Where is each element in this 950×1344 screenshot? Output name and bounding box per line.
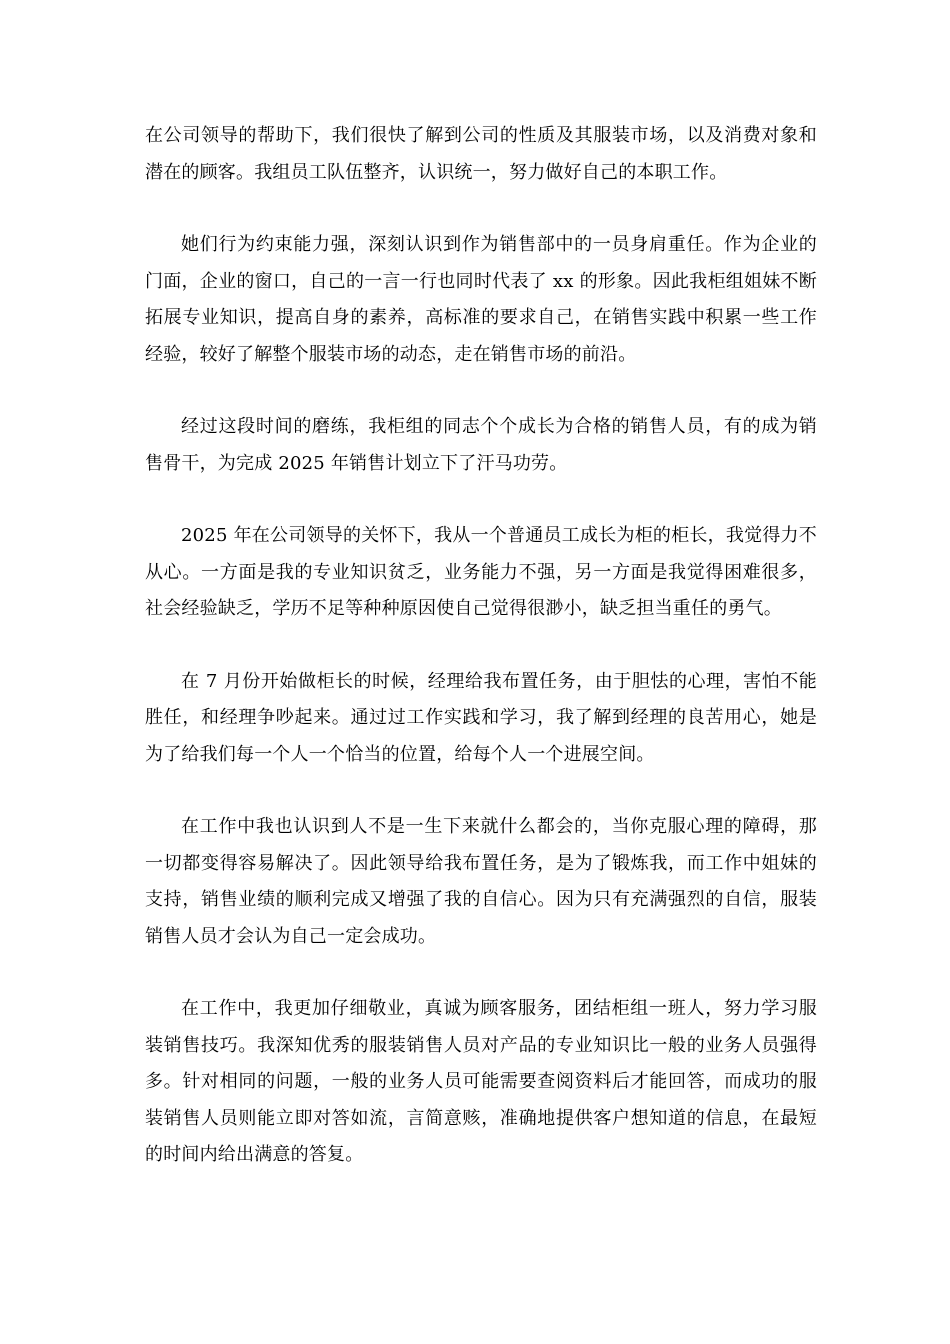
document-body [145,118,817,1210]
paragraph-3: 经过这段时间的磨练，我柜组的同志个个成长为合格的销售人员，有的成为销售骨干，为完成 2025 年销售计划立下了汗马功劳。 [145,416,817,474]
paragraph-5: 在 7 月份开始做柜长的时候，经理给我布置任务，由于胆怯的心理，害怕不能胜任，和经理争吵起来。通过过工作实践和学习，我了解到经理的良苦用心，她是为了给我们每一个人一个恰当的位置，给每个人一个进展空间。 [145,670,817,765]
paragraph-2: 她们行为约束能力强，深刻认识到作为销售部中的一员身肩重任。作为企业的门面，企业的窗口，自己的一言一行也同时代表了 xx 的形象。因此我柜组姐妹不断拓展专业知识，提高自身的素养，高标准的要求自己，在销售实践中积累一些工作经验，较好了解整个服装市场的动态，走在销售市场的前沿。 [145,234,817,365]
paragraph-6: 在工作中我也认识到人不是一生下来就什么都会的，当你克服心理的障碍，那一切都变得容易解决了。因此领导给我布置任务，是为了锻炼我，而工作中姐妹的支持，销售业绩的顺利完成又增强了我的自信心。因为只有充满强烈的自信，服装销售人员才会认为自己一定会成功。 [145,816,817,947]
paragraph-1: 在公司领导的帮助下，我们很快了解到公司的性质及其服装市场，以及消费对象和潜在的顾客。我组员工队伍整齐，认识统一，努力做好自己的本职工作。 [145,125,817,183]
paragraph-4: 2025 年在公司领导的关怀下，我从一个普通员工成长为柜的柜长，我觉得力不从心。一方面是我的专业知识贫乏，业务能力不强，另一方面是我觉得困难很多，社会经验缺乏，学历不足等种种原因使自己觉得很渺小，缺乏担当重任的勇气。 [145,525,817,619]
paragraph-7: 在工作中，我更加仔细敬业，真诚为顾客服务，团结柜组一班人，努力学习服装销售技巧。我深知优秀的服装销售人员对产品的专业知识比一般的业务人员强得多。针对相同的问题，一般的业务人员可能需要查阅资料后才能回答，而成功的服装销售人员则能立即对答如流，言简意赅，准确地提供客户想知道的信息，在最短的时间内给出满意的答复。 [145,998,817,1165]
